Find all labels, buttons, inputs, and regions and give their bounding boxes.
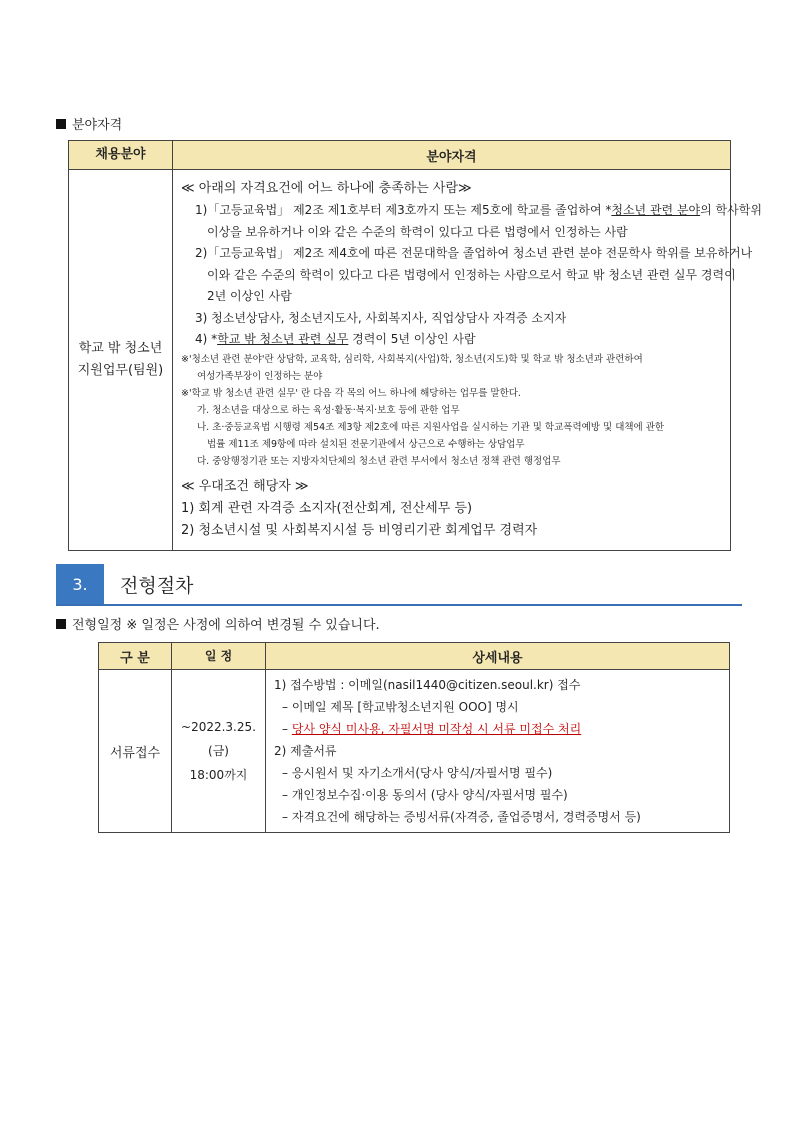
field-line: 학교 밖 청소년 <box>78 340 163 356</box>
note-2-item-na: 나. 초·중등교육법 시행령 제54조 제3항 제2호에 따른 지원사업을 실시하는 기관 및 학교폭력예방 및 대책에 관한 <box>197 421 665 433</box>
header-field: 채용분야 <box>69 141 173 170</box>
field-line: 지원업무(팀원) <box>77 362 164 378</box>
requirement-4: 4) *학교 밖 청소년 관련 실무 경력이 5년 이상인 사람 <box>195 332 476 346</box>
square-bullet-icon <box>56 119 66 129</box>
table-row <box>69 170 731 551</box>
requirement-3: 3) 청소년상담사, 청소년지도사, 사회복지사, 직업상담사 자격증 소지자 <box>195 310 567 325</box>
detail-line: 2) 제출서류 <box>274 744 337 758</box>
detail-line: – 자격요건에 해당하는 증빙서류(자격증, 졸업증명서, 경력증명서 등) <box>282 810 641 824</box>
date-cell <box>172 670 266 833</box>
table-row <box>99 670 730 833</box>
requirement-2-cont: 이와 같은 수준의 학력이 있다고 다른 법령에서 인정하는 사람으로서 학교 밖 청소년 관련 실무 경력이 <box>207 267 736 282</box>
schedule-label: 전형일정 ※ 일정은 사정에 의하여 변경될 수 있습니다. <box>72 618 380 633</box>
header-qualification: 분야자격 <box>173 141 731 170</box>
preference-title: ≪ 우대조건 해당자 ≫ <box>181 478 309 494</box>
requirement-1-cont: 이상을 보유하거나 이와 같은 수준의 학력이 있다고 다른 법령에서 인정하는 사람 <box>207 224 628 239</box>
warning-text: 당사 양식 미사용, 자필서명 미작성 시 서류 미접수 처리 <box>291 722 582 736</box>
date-line: 18:00까지 <box>189 768 248 782</box>
date-line: (금) <box>208 744 229 758</box>
note-2-item-na-cont: 법률 제11조 제9항에 따라 설치된 전문기관에서 상근으로 수행하는 상담업무 <box>207 438 525 450</box>
preference-2: 2) 청소년시설 및 사회복지시설 등 비영리기관 회계업무 경력자 <box>181 522 538 538</box>
details-cell <box>266 670 730 833</box>
preference-1: 1) 회계 관련 자격증 소지자(전산회계, 전산세무 등) <box>181 500 473 516</box>
requirement-2: 2)「고등교육법」 제2조 제4호에 따른 전문대학을 졸업하여 청소년 관련 분야 전문학사 학위를 보유하거나 <box>195 246 753 260</box>
detail-line: – 이메일 제목 [학교밖청소년지원 OOO] 명시 <box>282 700 519 714</box>
header-date: 일 정 <box>172 643 266 670</box>
section-heading-schedule <box>56 614 380 633</box>
note-2-item-da: 다. 중앙행정기관 또는 지방자치단체의 청소년 관련 부서에서 청소년 정책 관련 행정업무 <box>197 455 561 467</box>
table-header-row <box>99 643 730 670</box>
section-label: 분야자격 <box>72 118 123 133</box>
detail-line: – 개인정보수집·이용 동의서 (당사 양식/자필서명 필수) <box>282 788 568 802</box>
date-line: ~2022.3.25. <box>181 720 256 734</box>
schedule-table <box>98 642 730 833</box>
note-2: ※'학교 밖 청소년 관련 실무' 란 다음 각 목의 어느 하나에 해당하는 업무를 말한다. <box>181 387 521 399</box>
requirements-title: ≪ 아래의 자격요건에 어느 하나에 충족하는 사람≫ <box>181 181 472 196</box>
category-cell: 서류접수 <box>99 670 172 833</box>
qualification-cell <box>173 170 762 551</box>
requirement-2-cont2: 2년 이상인 사람 <box>207 289 292 303</box>
section-title: 전형절차 <box>120 575 194 597</box>
note-2-item-ga: 가. 청소년을 대상으로 하는 육성·활동·복지·보호 등에 관한 업무 <box>197 404 460 416</box>
header-category: 구 분 <box>99 643 172 670</box>
qualification-table <box>68 140 762 551</box>
square-bullet-icon <box>56 619 66 629</box>
note-1-cont: 여성가족부장이 인정하는 분야 <box>197 370 323 382</box>
detail-line-warning: – 당사 양식 미사용, 자필서명 미작성 시 서류 미접수 처리 <box>282 722 582 736</box>
header-details: 상세내용 <box>266 643 730 670</box>
section-3-header <box>56 564 742 606</box>
requirement-1: 1)「고등교육법」 제2조 제1호부터 제3호까지 또는 제5호에 학교를 졸업하여 *청소년 관련 분야의 학사학위 <box>195 203 762 217</box>
section-heading-qualification <box>56 114 122 133</box>
field-cell <box>69 170 173 551</box>
section-number: 3. <box>56 564 104 604</box>
note-1: ※'청소년 관련 분야'란 상담학, 교육학, 심리학, 사회복지(사업)학, 청소년(지도)학 및 학교 밖 청소년과 관련하여 <box>181 353 643 365</box>
table-header-row <box>69 141 731 170</box>
detail-line: – 응시원서 및 자기소개서(당사 양식/자필서명 필수) <box>282 766 553 780</box>
detail-line: 1) 접수방법 : 이메일(nasil1440@citizen.seoul.kr) 접수 <box>274 678 581 692</box>
